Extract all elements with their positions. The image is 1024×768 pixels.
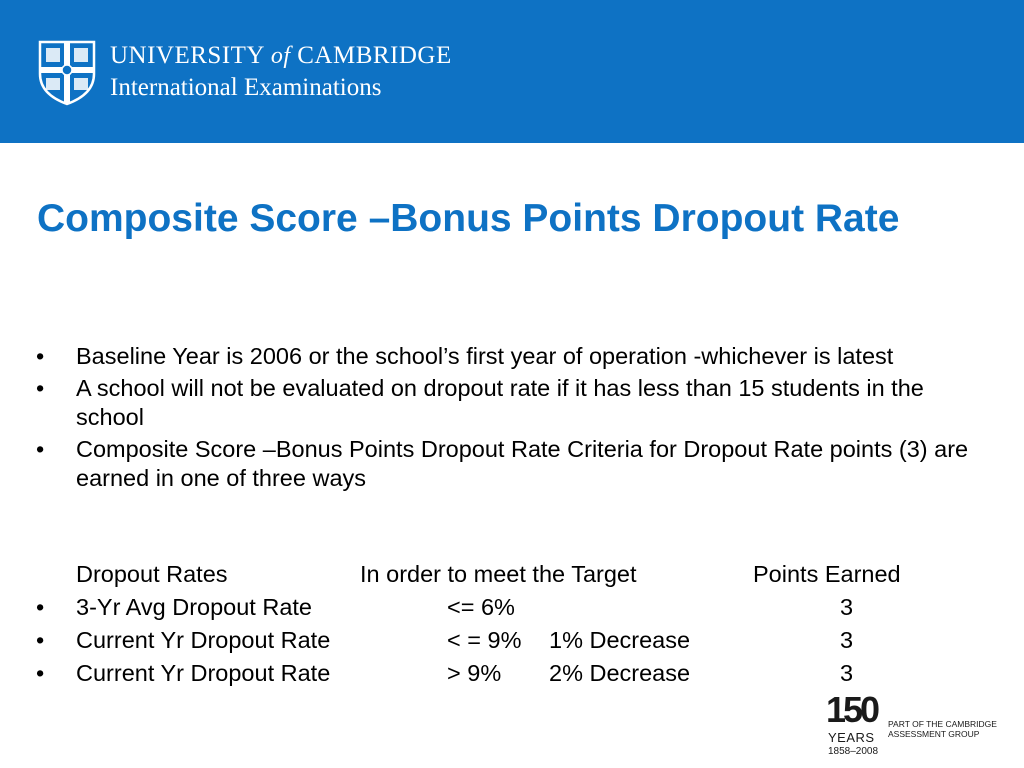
table-header-row bbox=[0, 561, 1024, 594]
university-crest-icon bbox=[38, 40, 96, 106]
row-target: 2% Decrease bbox=[549, 660, 691, 686]
institution-name bbox=[110, 42, 452, 70]
bullet-marker: • bbox=[36, 436, 45, 462]
bullet-marker: • bbox=[36, 594, 45, 620]
row-target: 1% Decrease bbox=[549, 627, 691, 653]
row-points: 3 bbox=[840, 627, 854, 653]
bullet-item bbox=[0, 374, 996, 432]
anniversary-number: 150 bbox=[826, 689, 878, 730]
dropout-criteria-table bbox=[0, 561, 1024, 693]
bullet-list bbox=[0, 342, 1024, 496]
row-rate-label: Current Yr Dropout Rate bbox=[76, 627, 331, 653]
anniversary-range: 1858–2008 bbox=[828, 746, 879, 757]
bullet-text: A school will not be evaluated on dropout rate if it has less than 15 students in the school bbox=[76, 375, 924, 430]
header-points-earned: Points Earned bbox=[753, 561, 901, 587]
table-row bbox=[0, 627, 1024, 660]
bullet-marker: • bbox=[36, 660, 45, 686]
bullet-item bbox=[0, 342, 996, 371]
header-dropout-rates: Dropout Rates bbox=[76, 561, 228, 587]
row-threshold: < = 9% bbox=[447, 627, 522, 653]
assessment-group-label: PART OF THE CAMBRIDGE ASSESSMENT GROUP bbox=[888, 719, 997, 739]
header-target: In order to meet the Target bbox=[360, 561, 637, 587]
anniversary-years: YEARS bbox=[828, 730, 875, 745]
row-points: 3 bbox=[840, 594, 854, 620]
row-threshold: > 9% bbox=[447, 660, 502, 686]
bullet-marker: • bbox=[36, 343, 45, 369]
row-rate-label: 3-Yr Avg Dropout Rate bbox=[76, 594, 312, 620]
bullet-text: Baseline Year is 2006 or the school’s first year of operation -whichever is latest bbox=[76, 343, 894, 369]
bullet-item bbox=[0, 435, 996, 493]
institution-cambridge: CAMBRIDGE bbox=[297, 42, 452, 69]
bullet-marker: • bbox=[36, 627, 45, 653]
row-threshold: <= 6% bbox=[447, 594, 515, 620]
bullet-text: Composite Score –Bonus Points Dropout Rate Criteria for Dropout Rate points (3) are earned in one of three ways bbox=[76, 436, 969, 491]
row-rate-label: Current Yr Dropout Rate bbox=[76, 660, 331, 686]
institution-university: UNIVERSITY bbox=[110, 42, 265, 69]
slide-title: Composite Score –Bonus Points Dropout Rate bbox=[37, 197, 900, 240]
header-banner bbox=[0, 0, 1024, 143]
row-points: 3 bbox=[840, 660, 854, 686]
anniversary-logo bbox=[826, 689, 1016, 763]
institution-of: of bbox=[270, 43, 291, 69]
bullet-marker: • bbox=[36, 375, 45, 401]
institution-subtitle: International Examinations bbox=[110, 74, 382, 101]
table-row bbox=[0, 594, 1024, 627]
